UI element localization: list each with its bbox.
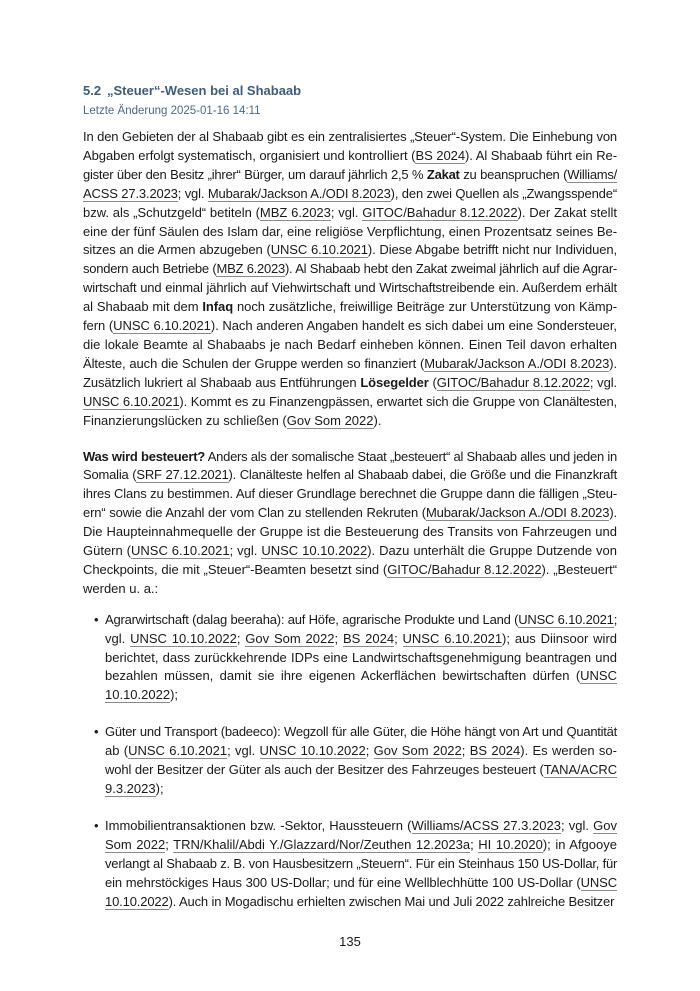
source-link[interactable]: UNSC 6.10.2021 bbox=[128, 743, 228, 759]
text-line bbox=[105, 686, 617, 705]
text: ). Auch in Mogadischu erhielten zwischen Mai und Juli 2022 zahlreiche Besitzer bbox=[168, 893, 615, 909]
text-line bbox=[83, 448, 617, 467]
text-line bbox=[105, 780, 617, 799]
text-line bbox=[83, 336, 617, 355]
source-link[interactable]: 9.3.2023 bbox=[105, 781, 156, 796]
text: ); bbox=[170, 687, 179, 703]
bullet-real-estate bbox=[94, 817, 618, 912]
text-line bbox=[83, 204, 617, 223]
text-line bbox=[83, 223, 617, 242]
text: Checkpoints, die mit „Steuer“-Beamten besetzt sind ( bbox=[83, 561, 388, 577]
text: ). Diese Abgabe betrifft nicht nur Individuen, bbox=[367, 242, 617, 258]
text: fern ( bbox=[83, 318, 114, 334]
text: ; bbox=[334, 630, 343, 646]
source-link[interactable]: GITOC/Bahadur 8.12.2022 bbox=[387, 561, 542, 577]
source-link[interactable]: BS 2024 bbox=[342, 630, 395, 646]
section-number: 5.2 bbox=[83, 83, 102, 98]
source-link[interactable]: HI 10.2020 bbox=[478, 836, 543, 852]
text-line bbox=[83, 260, 617, 279]
source-link[interactable]: 10.10.2022 bbox=[105, 687, 171, 703]
text: Finanzierungslücken zu schließen ( bbox=[83, 412, 287, 428]
text: Immobilientransaktionen bzw. -Sektor, Haussteuern ( bbox=[105, 817, 412, 833]
source-link[interactable]: UNSC 6.10.2021 bbox=[83, 393, 180, 409]
text: ), den zwei Quellen als „Zwangsspende“ bbox=[390, 185, 618, 201]
text: noch zusätzliche, freiwillige Beiträge zur Unterstützung von Kämp- bbox=[233, 299, 617, 315]
source-link[interactable]: UNSC 10.10.2022 bbox=[261, 543, 368, 559]
text: ). Es werden so- bbox=[520, 743, 617, 759]
text-line bbox=[83, 393, 617, 412]
text: ; vgl. bbox=[589, 374, 618, 390]
text-line bbox=[105, 817, 617, 836]
text-line bbox=[83, 241, 617, 260]
text: Somalia ( bbox=[83, 467, 137, 483]
source-link[interactable]: UNSC bbox=[580, 668, 617, 684]
source-link[interactable]: Gov Som 2022 bbox=[245, 630, 335, 646]
bold-term: Zakat bbox=[426, 166, 460, 182]
text-line bbox=[83, 466, 617, 485]
text-line bbox=[105, 723, 617, 742]
text: ihres Clans zu bestimmen. Auf dieser Grundlage berechnet die Gruppe dann die fälligen „Steu- bbox=[83, 486, 617, 502]
source-link[interactable]: MBZ 6.2023 bbox=[259, 204, 331, 220]
bullet-marker: • bbox=[94, 724, 99, 740]
paragraph-intro bbox=[83, 128, 617, 431]
paragraph-what-is-taxed bbox=[83, 448, 617, 599]
text: ern“ sowie die Anzahl der vom Clan zu stellenden Rekruten ( bbox=[83, 505, 426, 521]
source-link[interactable]: Williams/ACSS 27.3.2023 bbox=[411, 817, 561, 833]
text: Zusätzlich lukriert al Shabaab aus Entführungen bbox=[83, 374, 361, 390]
source-link[interactable]: Gov Som 2022 bbox=[286, 412, 374, 428]
text-line bbox=[83, 580, 617, 599]
bullet-marker: • bbox=[94, 817, 99, 833]
text: ; vgl. bbox=[330, 204, 363, 220]
text: ; vgl. bbox=[177, 185, 208, 201]
source-link[interactable]: UNSC bbox=[580, 874, 617, 890]
last-change-date: Letzte Änderung 2025-01-16 14:11 bbox=[83, 105, 261, 117]
source-link[interactable]: UNSC 10.10.2022 bbox=[259, 743, 366, 759]
text-line bbox=[83, 542, 617, 561]
text: bezahlen müssen, damit sie ihre eigenen Ackerflächen bewirtschaften dürfen ( bbox=[105, 668, 581, 684]
text-line bbox=[105, 630, 617, 649]
text: ). Al Shabaab führt ein Re- bbox=[465, 147, 618, 163]
text: werden u. a.: bbox=[83, 580, 159, 596]
text: Abgaben erfolgt systematisch, organisiert und kontrolliert ( bbox=[83, 147, 416, 163]
text-line bbox=[105, 893, 617, 912]
source-link[interactable]: Mubarak/Jackson A./ODI 8.2023 bbox=[425, 505, 610, 521]
text-line bbox=[83, 504, 617, 523]
text-line bbox=[83, 523, 617, 542]
text: ). bbox=[609, 355, 617, 371]
text: ). Nach anderen Angaben handelt es sich dabei um eine Sondersteuer, bbox=[210, 318, 617, 334]
source-link[interactable]: UNSC 6.10.2021 bbox=[402, 630, 503, 646]
text: ; bbox=[394, 630, 403, 646]
text: ; bbox=[613, 611, 618, 627]
source-link[interactable]: Williams/ bbox=[567, 166, 617, 182]
text: In den Gebieten der al Shabaab gibt es ein zentralisiertes „Steuer“-System. Die Einhebung von bbox=[83, 129, 617, 144]
text: eine der fünf Säulen des Islam dar, eine religiöse Verpflichtung, einen Prozentsatz seines Be- bbox=[83, 223, 617, 239]
source-link[interactable]: MBZ 6.2023 bbox=[216, 261, 285, 277]
bold-term: Lösegelder bbox=[360, 374, 429, 390]
text: ). Dazu unterhält die Gruppe Dutzende von bbox=[367, 543, 618, 559]
text: bzw. als „Schutzgeld“ betiteln ( bbox=[83, 204, 260, 220]
source-link[interactable]: TRN/Khalil/Abdi Y./Glazzard/Nor/Zeuthen 12.2023a bbox=[173, 836, 471, 852]
text-line bbox=[83, 279, 617, 298]
text-line bbox=[83, 561, 617, 580]
text: sondern auch Betriebe ( bbox=[83, 261, 217, 277]
text: ; bbox=[365, 743, 374, 759]
bullet-agriculture bbox=[94, 611, 618, 706]
taxed-items-list bbox=[83, 611, 617, 912]
text: ). Al Shabaab hebt den Zakat zweimal jährlich auf die Agrar- bbox=[284, 261, 617, 277]
bold-term: Was wird besteuert? bbox=[83, 448, 205, 464]
bold-term: Infaq bbox=[202, 299, 234, 315]
source-link[interactable]: SRF 27.12.2021 bbox=[136, 467, 229, 483]
text: ). „Besteuert“ bbox=[541, 561, 618, 577]
text: Güter und Transport (badeeco): Wegzoll für alle Güter, die Höhe hängt von Art und Quantität bbox=[105, 724, 617, 740]
text: Anders als der somalische Staat „besteuert“ al Shabaab alles und jeden in bbox=[205, 448, 618, 464]
source-link[interactable]: GITOC/Bahadur 8.12.2022 bbox=[362, 204, 518, 220]
text-line bbox=[83, 298, 617, 317]
text-line bbox=[83, 485, 617, 504]
text: Agrarwirtschaft (dalag beeraha): auf Höfe, agrarische Produkte und Land ( bbox=[105, 611, 519, 627]
text: ); bbox=[155, 781, 164, 796]
source-link[interactable]: UNSC 10.10.2022 bbox=[130, 630, 237, 646]
text: ein mehrstöckiges Haus 300 US-Dollar; und für eine Wellblechhütte 100 US-Dollar ( bbox=[105, 874, 581, 890]
source-link[interactable]: GITOC/Bahadur 8.12.2022 bbox=[436, 374, 590, 390]
bullet-marker: • bbox=[94, 611, 99, 627]
text: gister über den Besitz „ihrer“ Bürger, um darauf jährlich 2,5 % bbox=[83, 166, 427, 182]
text: vgl. bbox=[105, 630, 131, 646]
text-line bbox=[105, 742, 617, 761]
text-line bbox=[83, 317, 617, 336]
text-line bbox=[105, 836, 617, 855]
source-link[interactable]: BS 2024 bbox=[415, 147, 466, 163]
text: ). bbox=[609, 505, 617, 521]
text: ). bbox=[373, 412, 382, 428]
text: die lokale Beamte al Shabaabs je nach Bedarf einheben können. Einen Teil davon erhalten bbox=[83, 336, 617, 352]
source-link[interactable]: TANA/ACRC bbox=[543, 762, 617, 778]
source-link[interactable]: UNSC 6.10.2021 bbox=[113, 318, 211, 334]
source-link[interactable]: UNSC 6.10.2021 bbox=[270, 242, 368, 258]
source-link[interactable]: 10.10.2022 bbox=[105, 893, 169, 909]
text-line bbox=[83, 412, 617, 431]
text-line bbox=[83, 128, 617, 147]
source-link[interactable]: UNSC 6.10.2021 bbox=[131, 543, 230, 559]
source-link[interactable]: Mubarak/Jackson A./ODI 8.2023 bbox=[424, 355, 610, 371]
text-line bbox=[83, 355, 617, 374]
text: ; vgl. bbox=[560, 817, 594, 833]
text: ). Der Zakat stellt bbox=[517, 204, 617, 220]
text-line bbox=[105, 761, 617, 780]
text: wohl der Besitzer der Güter als auch der Besitzer des Fahrzeuges besteuert ( bbox=[105, 762, 544, 778]
text-line bbox=[83, 166, 617, 185]
source-link[interactable]: ACSS 27.3.2023 bbox=[83, 185, 178, 201]
section-title: „Steuer“-Wesen bei al Shabaab bbox=[107, 83, 302, 98]
text: Gütern ( bbox=[83, 543, 132, 559]
text-line bbox=[105, 649, 617, 668]
text-line bbox=[105, 874, 617, 893]
text: ; vgl. bbox=[227, 743, 260, 759]
text: berichtet, dass zurückkehrende IDPs eine Landwirtschaftsgenehmigung beantragen und bbox=[105, 649, 617, 665]
text: ). Kommt es zu Finanzengpässen, erwartet sich die Gruppe von Clanältesten, bbox=[179, 393, 617, 409]
bullet-goods-transport bbox=[94, 723, 617, 799]
text: ). Clanälteste helfen al Shabaab dabei, die Größe und die Finanzkraft bbox=[228, 467, 617, 483]
text: Die Haupteinnahmequelle der Gruppe ist die Besteuerung des Transits von Fahrzeugen und bbox=[83, 524, 617, 540]
text: sitzes an die Armen abzugeben ( bbox=[83, 242, 271, 258]
text: Älteste, auch die Schulen der Gruppe werden so finanziert ( bbox=[83, 355, 425, 371]
text: ); in Afgooye bbox=[542, 836, 617, 852]
text: ); aus Diinsoor wird bbox=[502, 630, 618, 646]
text-line bbox=[105, 667, 617, 686]
text: ; bbox=[461, 743, 470, 759]
text-line bbox=[83, 185, 617, 204]
text: ; bbox=[165, 836, 174, 852]
text-line bbox=[83, 147, 617, 166]
text: ; vgl. bbox=[229, 543, 262, 559]
section-heading bbox=[83, 83, 617, 99]
source-link[interactable]: Gov bbox=[593, 817, 617, 833]
text: ( bbox=[428, 374, 437, 390]
text: verlangt al Shabaab z. B. von Hausbesitzern „Steuern“. Für ein Steinhaus 150 US-Dollar, für bbox=[105, 855, 618, 871]
source-link[interactable]: Gov Som 2022 bbox=[373, 743, 462, 759]
text: al Shabaab mit dem bbox=[83, 299, 203, 315]
text: ; bbox=[236, 630, 246, 646]
page-number: 135 bbox=[339, 934, 361, 950]
source-link[interactable]: Som 2022 bbox=[105, 836, 166, 852]
source-link[interactable]: UNSC 6.10.2021 bbox=[518, 611, 614, 627]
text: ab ( bbox=[105, 743, 129, 759]
text-line bbox=[105, 611, 617, 630]
text-line bbox=[105, 855, 617, 874]
source-link[interactable]: Mubarak/Jackson A./ODI 8.2023 bbox=[207, 185, 391, 201]
text: wirtschaft und einmal jährlich auf Viehwirtschaft und Wirtschaftstreibende ein. Außerdem erhält bbox=[83, 280, 617, 296]
text: ; bbox=[470, 836, 479, 852]
text-line bbox=[83, 374, 617, 393]
source-link[interactable]: BS 2024 bbox=[469, 743, 521, 759]
text: zu beanspruchen ( bbox=[459, 166, 568, 182]
